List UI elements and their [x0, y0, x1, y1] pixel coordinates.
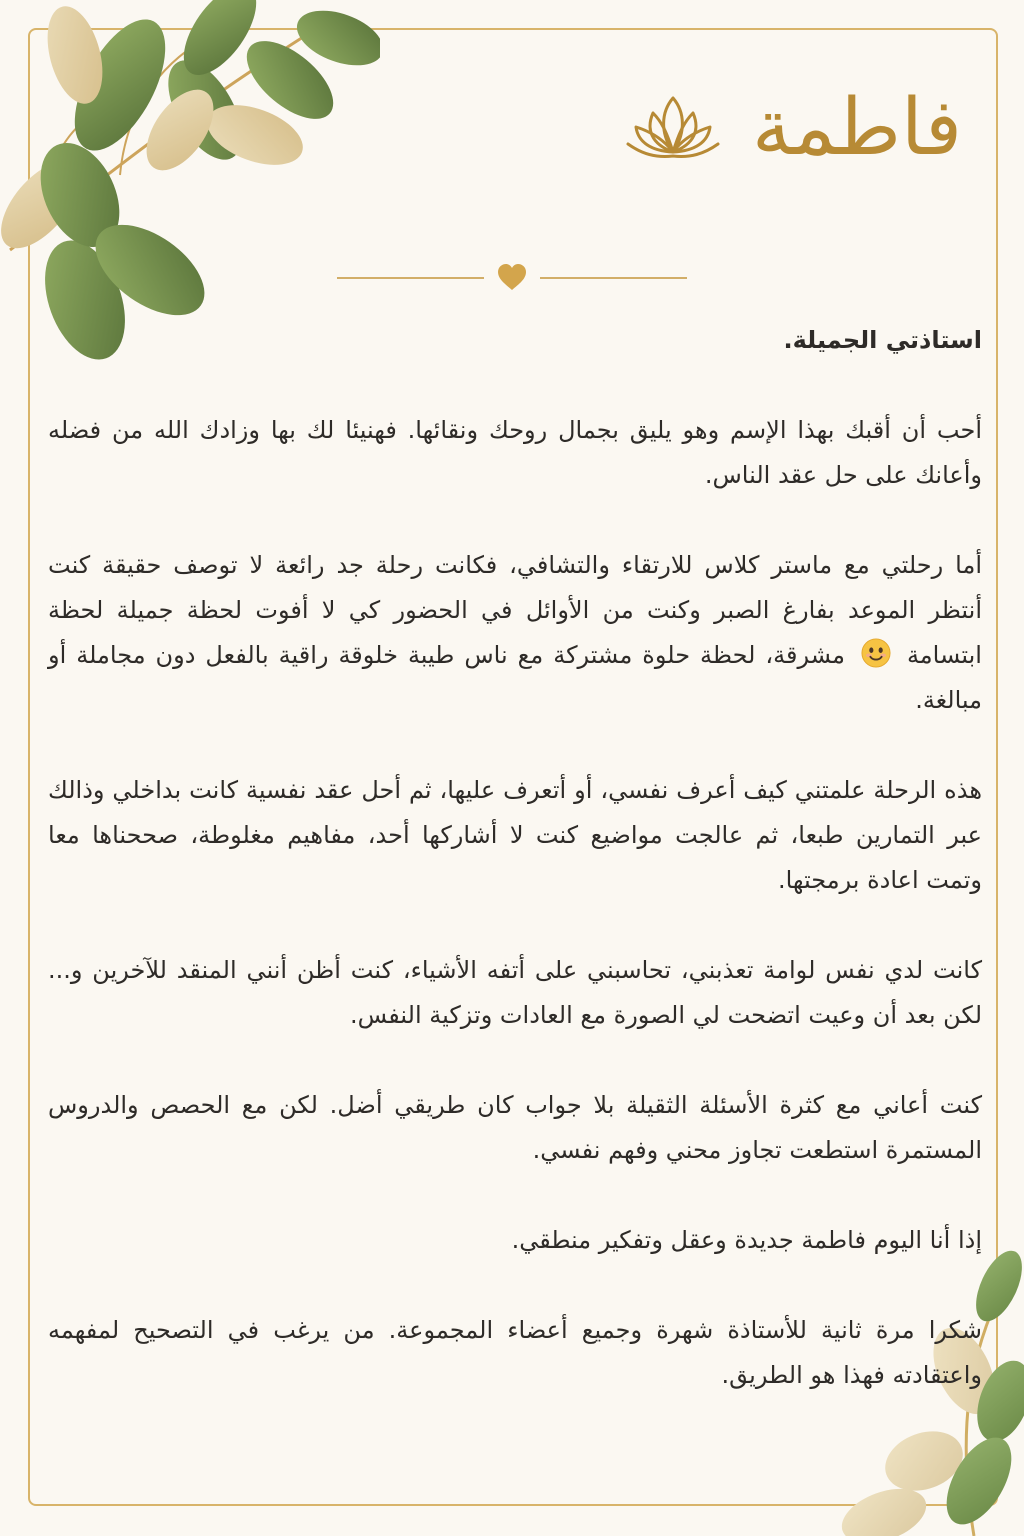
letter-body [48, 318, 982, 1443]
leaf-branch-top-decoration [0, 0, 380, 360]
heart-icon [498, 264, 526, 290]
paragraph-2-tail: مشرقة، لحظة حلوة مشتركة مع ناس طيبة خلوقة راقية بالفعل دون مجاملة أو مبالغة. [48, 641, 982, 714]
paragraph-6: إذا أنا اليوم فاطمة جديدة وعقل وتفكير منطقي. [511, 1226, 982, 1254]
heart-divider [337, 260, 687, 296]
paragraph-4: كانت لدي نفس لوامة تعذبني، تحاسبني على أتفه الأشياء، كنت أظن أنني المنقد للآخرين و... لكن بعد أن وعيت اتضحت لي الصورة مع العادات وتزكية النفس. [48, 956, 982, 1029]
smiling-face-icon [861, 638, 891, 668]
lotus-icon [618, 90, 728, 166]
paragraph-7: شكرا مرة ثانية للأستاذة شهرة وجميع أعضاء المجموعة. من يرغب في التصحيح لمفهمه واعتقادته فهذا هو الطريق. [48, 1316, 982, 1389]
letter-greeting: استاذتي الجميلة. [783, 326, 982, 354]
paragraph-2 [48, 543, 982, 723]
header [618, 68, 962, 188]
page-title: فاطمة [751, 83, 962, 173]
paragraph-3: هذه الرحلة علمتني كيف أعرف نفسي، أو أتعرف عليها، ثم أحل عقد نفسية كانت بداخلي وذالك عبر التمارين طبعا، ثم عالجت مواضيع كنت لا أشاركها أحد، مفاهيم مغلوطة، صححناها معا وتمت اعادة برمجتها. [48, 776, 982, 894]
paragraph-1: أحب أن أقبك بهذا الإسم وهو يليق بجمال روحك ونقائها. فهنيئا لك بها وزادك الله من فضله وأعانك على حل عقد الناس. [48, 416, 982, 489]
paragraph-2-text: أما رحلتي مع ماستر كلاس للارتقاء والتشافي، فكانت رحلة جد رائعة لا توصف حقيقة كنت أنتظر الموعد بفارغ الصبر وكنت من الأوائل في الحضور كي لا أفوت لحظة جميلة لحظة ابتسامة [48, 551, 982, 669]
paragraph-5: كنت أعاني مع كثرة الأسئلة الثقيلة بلا جواب كان طريقي أضل. لكن مع الحصص والدروس المستمرة استطعت تجاوز محني وفهم نفسي. [48, 1091, 982, 1164]
